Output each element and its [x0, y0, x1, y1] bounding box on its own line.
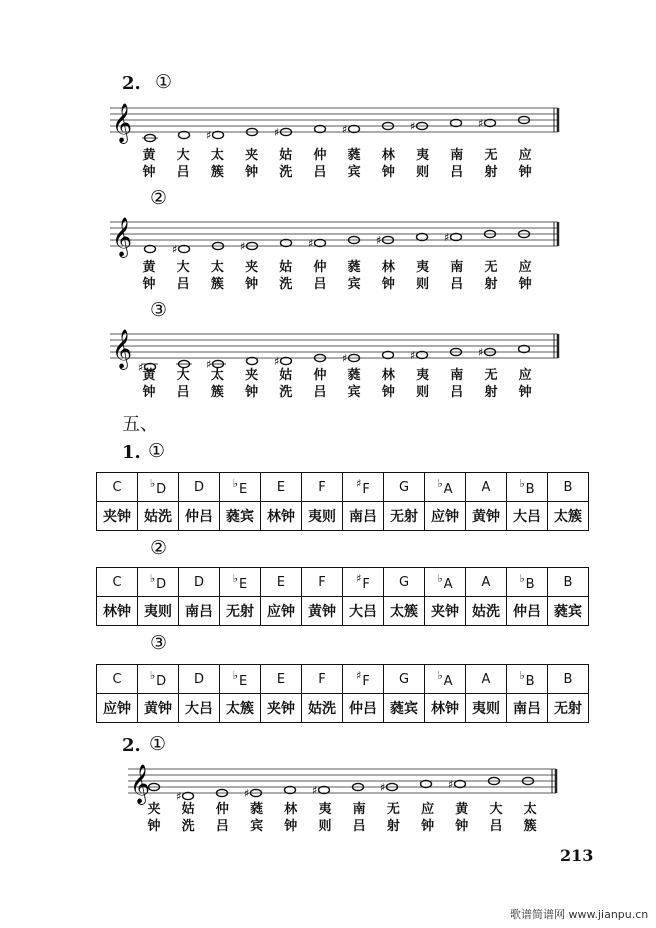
- lyric-char: 无: [386, 802, 400, 817]
- key-letter: E: [238, 577, 248, 592]
- lyric-char: 无: [484, 148, 498, 163]
- key-cell: [220, 665, 261, 694]
- lu-cell: 大吕: [343, 597, 384, 626]
- lyric-char: 夹: [245, 260, 259, 275]
- lyric-char: 太: [210, 148, 224, 163]
- accidental-icon: ♯: [478, 117, 484, 130]
- lyric-char: 吕: [313, 277, 327, 292]
- accidental-icon: ♭: [149, 572, 156, 585]
- key-cell: [261, 665, 302, 694]
- lyric-char: 簇: [210, 165, 224, 180]
- whole-note: [451, 233, 462, 240]
- lu-cell: 黄钟: [138, 694, 179, 723]
- accidental-icon: ♯: [206, 358, 212, 371]
- key-cell: [548, 568, 589, 597]
- key-letter: F: [362, 577, 370, 592]
- lyric-char: 洗: [279, 165, 293, 180]
- lu-cell: 应钟: [97, 694, 138, 723]
- key-letter: E: [238, 674, 248, 689]
- lu-cell: 仲吕: [507, 597, 548, 626]
- lyric-char: 吕: [450, 165, 464, 180]
- whole-note: [349, 125, 360, 132]
- accidental-icon: ♯: [410, 349, 416, 362]
- accidental-icon: ♭: [149, 477, 156, 490]
- lyric-char: 姑: [181, 802, 195, 817]
- accidental-icon: ♯: [312, 784, 318, 797]
- lyric-char: 林: [381, 260, 395, 275]
- lyric-char: 蕤: [347, 260, 361, 275]
- key-letter: F: [318, 574, 326, 590]
- lu-cell: 南吕: [179, 597, 220, 626]
- part5-2-label: 2.: [122, 735, 141, 756]
- key-cell: [97, 568, 138, 597]
- staff-3: [110, 329, 560, 374]
- whole-note: [315, 125, 326, 132]
- lu-cell: 夹钟: [425, 597, 466, 626]
- lu-cell: 应钟: [425, 502, 466, 531]
- part5-1-item-1: ①: [148, 440, 166, 462]
- lyric-char: 则: [416, 165, 430, 180]
- lyric-char: 钟: [381, 385, 395, 400]
- lyric-char: 钟: [142, 277, 156, 292]
- lyric-char: 无: [484, 368, 498, 383]
- key-letter: F: [362, 674, 370, 689]
- lyric-char: 夷: [318, 802, 332, 817]
- accidental-icon: ♯: [244, 787, 250, 800]
- key-cell: [138, 665, 179, 694]
- whole-note: [451, 119, 462, 126]
- lu-cell: 夹钟: [97, 502, 138, 531]
- accidental-icon: ♯: [376, 234, 382, 247]
- key-letter: D: [156, 577, 167, 592]
- accidental-icon: ♯: [342, 123, 348, 136]
- accidental-icon: ♯: [240, 240, 246, 253]
- key-cell: [384, 665, 425, 694]
- lyric-char: 大: [176, 148, 190, 163]
- part5-1-item-2: ②: [150, 537, 168, 559]
- key-letter: F: [318, 479, 326, 495]
- lu-cell: 林钟: [261, 502, 302, 531]
- lyric-char: 则: [416, 385, 430, 400]
- lu-cell: 姑洗: [466, 597, 507, 626]
- key-letter: D: [156, 482, 167, 497]
- accidental-icon: ♭: [232, 572, 238, 585]
- key-cell: [343, 568, 384, 597]
- lyric-char: 南: [450, 260, 464, 275]
- whole-note: [455, 780, 466, 787]
- key-cell: [138, 473, 179, 502]
- key-letter: A: [443, 577, 453, 592]
- key-letter: A: [481, 671, 491, 687]
- key-letter: D: [156, 674, 167, 689]
- lyric-char: 大: [176, 260, 190, 275]
- key-letter: F: [362, 482, 370, 497]
- accidental-icon: ♭: [232, 477, 238, 490]
- key-letter: G: [398, 671, 410, 687]
- whole-note: [281, 357, 292, 364]
- lyric-char: 姑: [279, 368, 293, 383]
- lyric-char: 钟: [245, 277, 259, 292]
- lyric-char: 夷: [416, 368, 430, 383]
- whole-note: [285, 786, 296, 793]
- lu-cell: 应钟: [261, 597, 302, 626]
- key-cell: [425, 568, 466, 597]
- key-letter: C: [112, 671, 122, 687]
- lyric-char: 钟: [518, 385, 532, 400]
- lu-cell: 黄钟: [466, 502, 507, 531]
- key-letter: D: [193, 574, 204, 590]
- lyric-char: 应: [518, 260, 532, 275]
- accidental-icon: ♭: [519, 669, 525, 682]
- key-cell: [220, 568, 261, 597]
- key-letter: F: [318, 671, 326, 687]
- key-cell: [179, 665, 220, 694]
- lyric-char: 簇: [210, 385, 224, 400]
- whole-note: [281, 239, 292, 246]
- key-cell: [261, 568, 302, 597]
- staff-4: [128, 765, 558, 805]
- key-cell: [343, 665, 384, 694]
- part2-label: 2.: [122, 73, 141, 94]
- staff-2: [110, 218, 560, 258]
- lyric-char: 姑: [279, 148, 293, 163]
- whole-note: [417, 233, 428, 240]
- lyric-char: 吕: [176, 165, 190, 180]
- lu-cell: 大吕: [507, 502, 548, 531]
- lyric-char: 洗: [279, 277, 293, 292]
- lyric-char: 夷: [416, 260, 430, 275]
- key-letter: D: [193, 671, 204, 687]
- lyric-char: 太: [210, 368, 224, 383]
- key-cell: [261, 473, 302, 502]
- part2-item-1: ①: [155, 71, 173, 93]
- lu-cell: 夹钟: [261, 694, 302, 723]
- lyric-char: 吕: [489, 819, 503, 834]
- lyric-char: 宾: [347, 165, 361, 180]
- key-cell: [179, 473, 220, 502]
- mapping-table-1: [96, 472, 589, 531]
- lu-cell: 南吕: [507, 694, 548, 723]
- key-cell: [343, 473, 384, 502]
- lyric-char: 夷: [416, 148, 430, 163]
- key-letter: A: [443, 482, 453, 497]
- lyric-char: 吕: [313, 385, 327, 400]
- lu-cell: 仲吕: [343, 694, 384, 723]
- lyric-char: 林: [381, 148, 395, 163]
- lyric-char: 吕: [176, 385, 190, 400]
- part2-item-3: ③: [150, 299, 168, 321]
- lyric-char: 钟: [381, 277, 395, 292]
- key-cell: [138, 568, 179, 597]
- page-number: 213: [560, 846, 594, 865]
- key-letter: C: [112, 479, 122, 495]
- accidental-icon: ♯: [448, 778, 454, 791]
- key-letter: C: [112, 574, 122, 590]
- lu-cell: 无射: [548, 694, 589, 723]
- lyric-char: 仲: [313, 368, 327, 383]
- lyric-char: 钟: [455, 819, 469, 834]
- lu-cell: 夷则: [466, 694, 507, 723]
- whole-note: [179, 245, 190, 252]
- watermark: 歌谱简谱网 www.jianpu.cn: [510, 908, 649, 921]
- lyric-char: 钟: [518, 165, 532, 180]
- lyric-char: 射: [484, 277, 498, 292]
- lu-cell: 夷则: [138, 597, 179, 626]
- lu-cell: 无射: [220, 597, 261, 626]
- whole-note: [417, 351, 428, 358]
- key-letter: B: [525, 482, 535, 497]
- lu-cell: 黄钟: [302, 597, 343, 626]
- whole-note: [145, 245, 156, 252]
- lu-cell: 太簇: [384, 597, 425, 626]
- key-cell: [466, 473, 507, 502]
- accidental-icon: ♯: [342, 352, 348, 365]
- mapping-table-2: [96, 567, 589, 626]
- lu-cell: 蕤宾: [384, 694, 425, 723]
- lyric-char: 夹: [245, 368, 259, 383]
- lyric-char: 宾: [347, 385, 361, 400]
- accidental-icon: ♭: [437, 572, 443, 585]
- accidental-icon: ♯: [172, 243, 178, 256]
- lyric-char: 则: [416, 277, 430, 292]
- key-cell: [302, 665, 343, 694]
- lyric-char: 钟: [142, 165, 156, 180]
- mapping-table-3: [96, 664, 589, 723]
- key-letter: B: [563, 671, 573, 687]
- lyric-char: 林: [381, 368, 395, 383]
- lyric-char: 簇: [210, 277, 224, 292]
- lyric-char: 吕: [450, 277, 464, 292]
- treble-clef-icon: 𝄞: [112, 329, 133, 369]
- lyric-char: 则: [318, 819, 332, 834]
- lyric-char: 簇: [523, 819, 537, 834]
- key-letter: B: [563, 574, 573, 590]
- lyric-char: 无: [484, 260, 498, 275]
- lu-cell: 蕤宾: [220, 502, 261, 531]
- key-cell: [302, 568, 343, 597]
- lyric-char: 钟: [142, 385, 156, 400]
- part5-2-item-1: ①: [149, 733, 167, 755]
- lyric-char: 黄: [142, 148, 156, 163]
- accidental-icon: ♯: [308, 237, 314, 250]
- key-cell: [548, 473, 589, 502]
- key-letter: A: [443, 674, 453, 689]
- part5-1-label: 1.: [122, 442, 141, 463]
- lyric-char: 仲: [313, 148, 327, 163]
- key-cell: [384, 473, 425, 502]
- whole-note: [315, 239, 326, 246]
- lu-cell: 南吕: [343, 502, 384, 531]
- key-cell: [548, 665, 589, 694]
- lyric-char: 射: [484, 385, 498, 400]
- lyric-char: 吕: [176, 277, 190, 292]
- key-letter: E: [276, 479, 286, 495]
- key-letter: D: [193, 479, 204, 495]
- accidental-icon: ♯: [356, 477, 362, 490]
- key-cell: [220, 473, 261, 502]
- part5-label: 五、: [122, 414, 158, 435]
- key-cell: [302, 473, 343, 502]
- key-cell: [507, 665, 548, 694]
- accidental-icon: ♯: [410, 120, 416, 133]
- whole-note: [179, 131, 190, 138]
- lyric-char: 黄: [455, 802, 469, 817]
- accidental-icon: ♯: [206, 129, 212, 142]
- lu-cell: 蕤宾: [548, 597, 589, 626]
- part2-item-2: ②: [150, 187, 168, 209]
- lyric-char: 钟: [245, 165, 259, 180]
- whole-note: [421, 780, 432, 787]
- lu-cell: 太簇: [220, 694, 261, 723]
- lu-cell: 无射: [384, 502, 425, 531]
- lyric-char: 大: [176, 368, 190, 383]
- lyric-char: 姑: [279, 260, 293, 275]
- key-cell: [425, 473, 466, 502]
- key-letter: G: [398, 479, 410, 495]
- lyric-char: 钟: [381, 165, 395, 180]
- lyric-char: 洗: [181, 819, 195, 834]
- key-cell: [466, 568, 507, 597]
- lyric-char: 南: [450, 368, 464, 383]
- lyric-char: 应: [518, 148, 532, 163]
- accidental-icon: ♯: [274, 126, 280, 139]
- whole-note: [247, 357, 258, 364]
- lyric-char: 南: [450, 148, 464, 163]
- lyric-char: 吕: [215, 819, 229, 834]
- accidental-icon: ♯: [478, 346, 484, 359]
- staff-1: [110, 104, 560, 144]
- lyric-char: 洗: [279, 385, 293, 400]
- lyric-char: 黄: [142, 368, 156, 383]
- key-cell: [425, 665, 466, 694]
- lyric-char: 仲: [215, 802, 229, 817]
- accidental-icon: ♯: [274, 355, 280, 368]
- lyric-char: 大: [489, 802, 503, 817]
- lyric-char: 蕤: [347, 148, 361, 163]
- lyric-char: 射: [386, 819, 400, 834]
- lu-cell: 姑洗: [302, 694, 343, 723]
- lyric-char: 吕: [313, 165, 327, 180]
- accidental-icon: ♭: [149, 669, 156, 682]
- lyric-char: 黄: [142, 260, 156, 275]
- lu-cell: 仲吕: [179, 502, 220, 531]
- key-cell: [384, 568, 425, 597]
- whole-note: [213, 131, 224, 138]
- lyric-char: 吕: [352, 819, 366, 834]
- whole-note: [319, 786, 330, 793]
- lyric-char: 蕤: [250, 802, 264, 817]
- key-letter: B: [563, 479, 573, 495]
- lyric-char: 钟: [284, 819, 298, 834]
- key-letter: E: [276, 574, 286, 590]
- accidental-icon: ♯: [138, 361, 144, 374]
- key-letter: G: [398, 574, 410, 590]
- key-cell: [97, 665, 138, 694]
- key-letter: A: [481, 479, 491, 495]
- lyric-char: 蕤: [347, 368, 361, 383]
- key-cell: [97, 473, 138, 502]
- accidental-icon: ♯: [380, 781, 386, 794]
- accidental-icon: ♭: [519, 572, 525, 585]
- lyric-char: 射: [484, 165, 498, 180]
- key-cell: [507, 568, 548, 597]
- lyric-char: 应: [518, 368, 532, 383]
- accidental-icon: ♯: [356, 669, 362, 682]
- lu-cell: 夷则: [302, 502, 343, 531]
- key-cell: [507, 473, 548, 502]
- accidental-icon: ♭: [437, 669, 443, 682]
- lyric-char: 应: [421, 802, 435, 817]
- lu-cell: 林钟: [425, 694, 466, 723]
- lyric-char: 宾: [250, 819, 264, 834]
- lyric-char: 南: [352, 802, 366, 817]
- lyric-char: 钟: [147, 819, 161, 834]
- lyric-char: 夹: [245, 148, 259, 163]
- lyric-char: 钟: [245, 385, 259, 400]
- lyric-char: 太: [523, 802, 537, 817]
- treble-clef-icon: 𝄞: [112, 217, 133, 257]
- accidental-icon: ♯: [444, 231, 450, 244]
- lyric-char: 吕: [450, 385, 464, 400]
- whole-note: [183, 792, 194, 799]
- accidental-icon: ♭: [232, 669, 238, 682]
- lyric-char: 宾: [347, 277, 361, 292]
- accidental-icon: ♯: [176, 790, 182, 803]
- lyric-char: 夹: [147, 802, 161, 817]
- lyric-char: 林: [284, 802, 298, 817]
- accidental-icon: ♭: [519, 477, 525, 490]
- whole-note: [519, 345, 530, 352]
- whole-note: [383, 351, 394, 358]
- key-letter: B: [525, 577, 535, 592]
- part5-1-item-3: ③: [150, 632, 168, 654]
- lyric-char: 太: [210, 260, 224, 275]
- lu-cell: 姑洗: [138, 502, 179, 531]
- accidental-icon: ♯: [356, 572, 362, 585]
- lyric-char: 钟: [518, 277, 532, 292]
- treble-clef-icon: 𝄞: [112, 103, 133, 143]
- lu-cell: 大吕: [179, 694, 220, 723]
- lu-cell: 太簇: [548, 502, 589, 531]
- accidental-icon: ♭: [437, 477, 443, 490]
- lyric-char: 钟: [421, 819, 435, 834]
- lyric-char: 仲: [313, 260, 327, 275]
- whole-note: [485, 119, 496, 126]
- key-cell: [179, 568, 220, 597]
- key-letter: E: [238, 482, 248, 497]
- treble-clef-icon: 𝄞: [130, 764, 151, 804]
- key-cell: [466, 665, 507, 694]
- lu-cell: 林钟: [97, 597, 138, 626]
- key-letter: E: [276, 671, 286, 687]
- key-letter: B: [525, 674, 535, 689]
- key-letter: A: [481, 574, 491, 590]
